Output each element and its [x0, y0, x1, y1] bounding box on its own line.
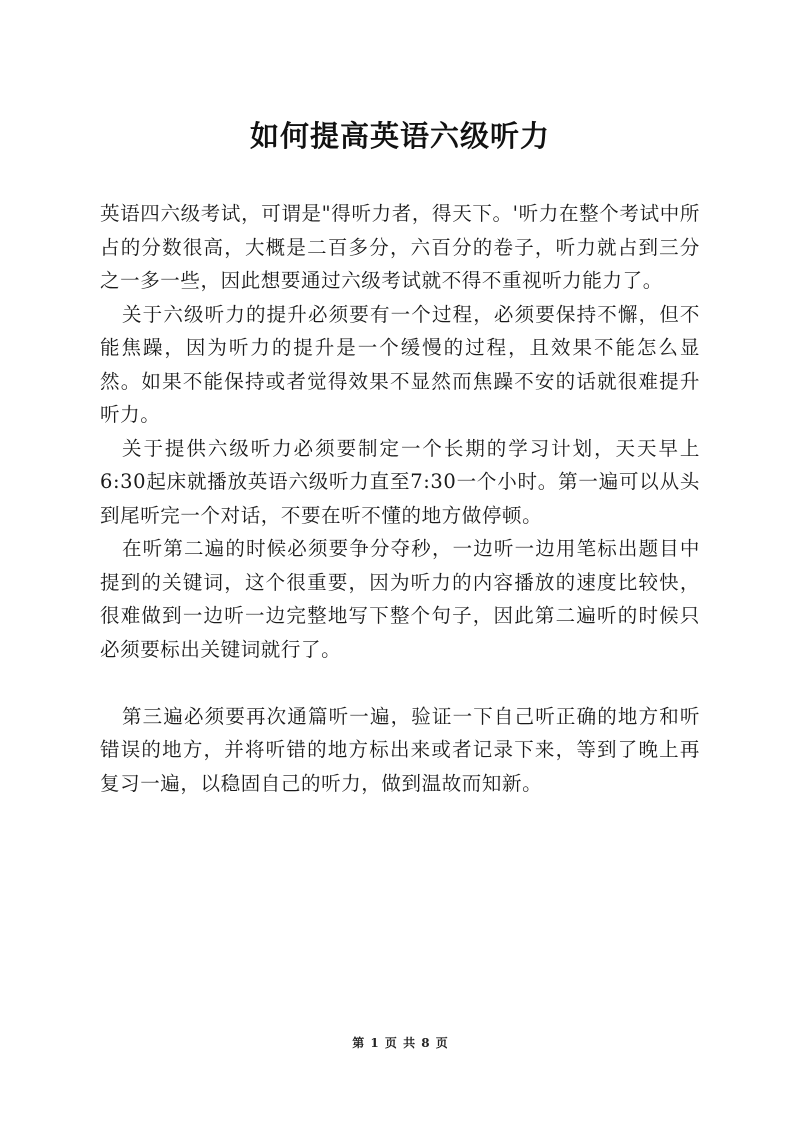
paragraph-5: 第三遍必须要再次通篇听一遍，验证一下自己听正确的地方和听错误的地方，并将听错的地方标出来或者记录下来，等到了晚上再复习一遍，以稳固自己的听力，做到温故而知新。	[100, 704, 700, 795]
paragraph-4: 在听第二遍的时候必须要争分夺秒，一边听一边用笔标出题目中提到的关键词，这个很重要，因为听力的内容播放的速度比较快，很难做到一边听一边完整地写下整个句子，因此第二遍听的时候只必须要标出关键词就行了。	[100, 537, 700, 661]
paragraph-1: 英语四六级考试，可谓是"得听力者，得天下。'听力在整个考试中所占的分数很高，大概是二百多分，六百分的卷子，听力就占到三分之一多一些，因此想要通过六级考试就不得不重视听力能力了。	[100, 202, 700, 292]
document-body	[100, 197, 700, 800]
page-number-footer: 第 1 页 共 8 页	[352, 1036, 448, 1050]
document-title: 如何提高英语六级听力	[249, 119, 550, 153]
paragraph-2: 关于六级听力的提升必须要有一个过程，必须要保持不懈，但不能焦躁，因为听力的提升是一个缓慢的过程，且效果不能怎么显然。如果不能保持或者觉得效果不显然而焦躁不安的话就很难提升听力。	[100, 302, 700, 426]
paragraph-3: 关于提供六级听力必须要制定一个长期的学习计划，天天早上6:30起床就播放英语六级听力直至7:30一个小时。第一遍可以从头到尾听完一个对话，不要在听不懂的地方做停顿。	[100, 436, 700, 527]
